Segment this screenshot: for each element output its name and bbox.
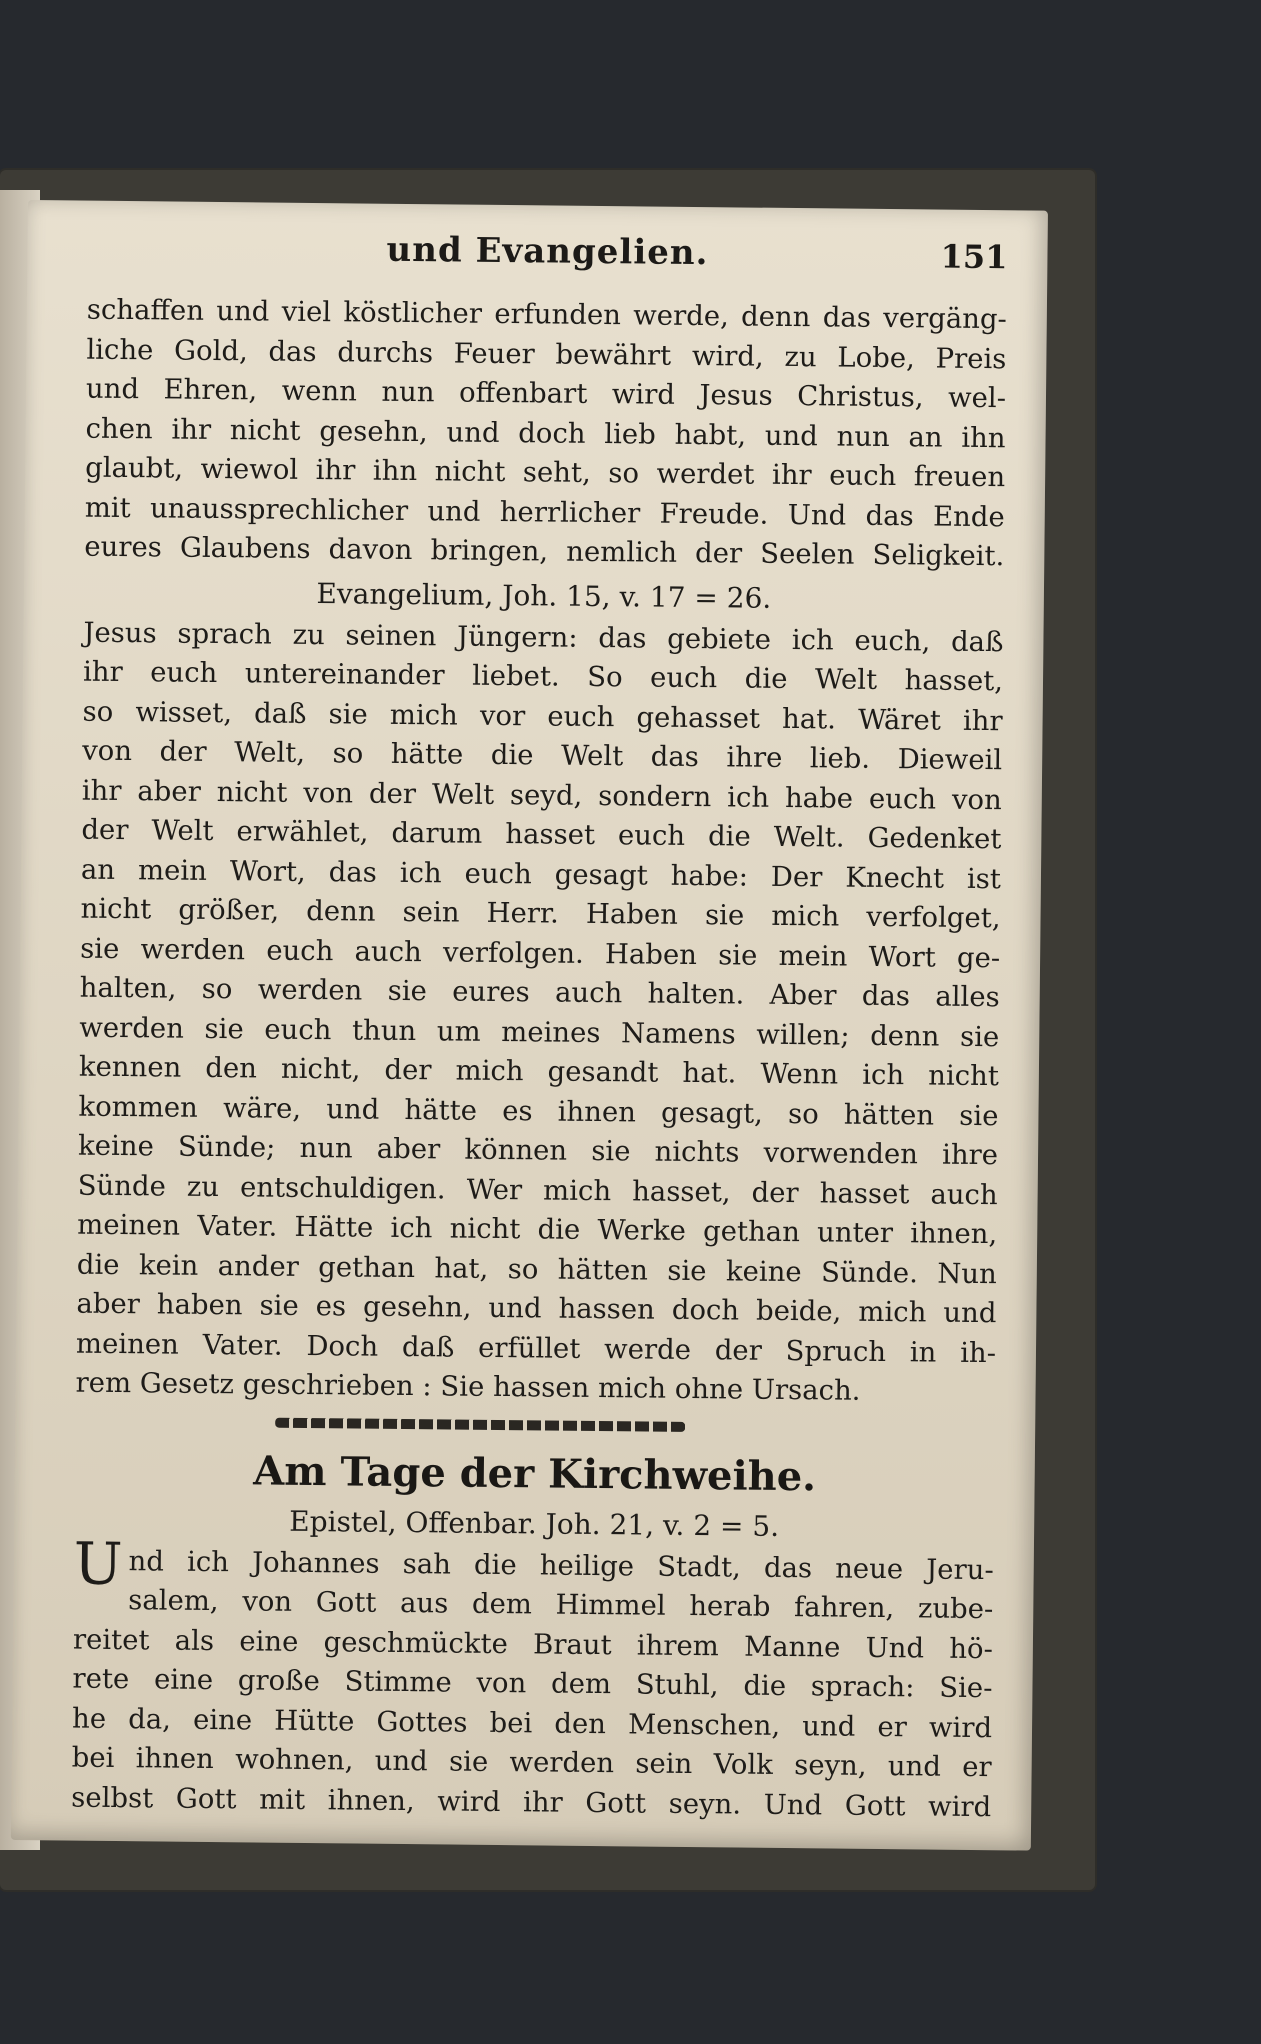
epistle-heading: Epistel, Offenbar. Joh. 21, v. 2 = 5.: [289, 1504, 780, 1543]
text-line: Sünde zu entschuldigen. Wer mich hasset, der hasset auch: [77, 1169, 998, 1211]
text-line: keine Sünde; nun aber können sie nichts vorwenden ihre: [77, 1129, 999, 1172]
text-line: reitet als eine geschmückte Braut ihrem Manne Und hö-: [72, 1623, 994, 1665]
page-number: 151: [940, 237, 1008, 277]
text-line: ihr aber nicht von der Welt seyd, sondern ich habe euch von: [81, 774, 1002, 816]
page-content: [71, 221, 1008, 1828]
text-line: von der Welt, so hätte die Welt das ihre lieb. Dieweil: [82, 734, 1003, 777]
text-line: und Ehren, wenn nun offenbart wird Jesus Christus, wel-: [85, 372, 1007, 415]
text-line: schaffen und viel köstlicher erfunden werde, denn das vergäng-: [86, 293, 1007, 336]
text-line: so wisset, daß sie mich vor euch gehasset hat. Wäret ihr: [82, 695, 1003, 737]
section-title: Am Tage der Kirchweihe.: [252, 1446, 817, 1500]
text-line: he da, eine Hütte Gottes bei den Menschen, und er wird: [71, 1702, 993, 1744]
text-line: ihr euch untereinander liebet. So euch die Welt hasset,: [82, 655, 1004, 698]
text-line: Jesus sprach zu seinen Jüngern: das gebiete ich euch, daß: [83, 616, 1004, 658]
text-line: kennen den nicht, der mich gesandt hat. Wenn ich nicht: [78, 1050, 1000, 1093]
book-page: [11, 200, 1048, 1851]
text-line: rete eine große Stimme von dem Stuhl, die sprach: Sie-: [72, 1662, 993, 1705]
text-line: chen ihr nicht gesehn, und doch lieb habt, und nun an ihn: [85, 412, 1006, 454]
text-line: kommen wäre, und hätte es ihnen gesagt, so hätten sie: [78, 1090, 999, 1132]
text-line: meinen Vater. Doch daß erfüllet werde der Spruch in ih-: [75, 1327, 997, 1369]
ornamental-divider: [275, 1417, 685, 1431]
text-line: aber haben sie es gesehn, und hassen doch beide, mich und: [76, 1287, 997, 1330]
text-line: halten, so werden sie eures auch halten. Aber das alles: [79, 971, 1000, 1014]
text-line: mit unaussprechlicher und herrlicher Freude. Und das Ende: [84, 491, 1005, 533]
text-line: nd ich Johannes sah die heilige Stadt, das neue Jeru-: [128, 1544, 994, 1586]
text-line: selbst Gott mit ihnen, wird ihr Gott seyn. Und Gott wird: [71, 1781, 992, 1823]
running-head: [87, 221, 1008, 301]
text-line: bei ihnen wohnen, und sie werden sein Volk seyn, und er: [71, 1741, 992, 1784]
text-line: liche Gold, das durchs Feuer bewährt wird, zu Lobe, Preis: [86, 333, 1007, 375]
text-line: die kein ander gethan hat, so hätten sie keine Sünde. Nun: [76, 1248, 997, 1290]
running-head-title: und Evangelien.: [386, 229, 709, 274]
text-line: an mein Wort, das ich euch gesagt habe: Der Knecht ist: [80, 853, 1002, 895]
gospel-heading: Evangelium, Joh. 15, v. 17 = 26.: [316, 576, 772, 615]
text-line: meinen Vater. Hätte ich nicht die Werke gethan unter ihnen,: [77, 1208, 998, 1251]
epistle-text: [71, 1529, 994, 1827]
text-line: salem, von Gott aus dem Himmel herab fahren, zube-: [128, 1584, 994, 1626]
text-line: eures Glaubens davon bringen, nemlich der Seelen Seligkeit.: [84, 530, 1005, 573]
text-line: rem Gesetz geschrieben : Sie hassen mich ohne Ursach.: [75, 1366, 861, 1407]
text-line: glaubt, wiewol ihr ihn nicht seht, so werdet ihr euch freuen: [85, 451, 1006, 494]
text-line: werden sie euch thun um meines Namens willen; denn sie: [79, 1011, 1000, 1053]
text-line: nicht größer, denn sein Herr. Haben sie mich verfolget,: [80, 892, 1001, 935]
text-line: sie werden euch auch verfolgen. Haben sie mein Wort ge-: [80, 932, 1001, 974]
text-line: der Welt erwählet, darum hasset euch die Welt. Gedenket: [81, 813, 1002, 856]
epistle-continuation: [84, 291, 1007, 577]
drop-cap: U: [73, 1529, 123, 1598]
gospel-text: [75, 613, 1003, 1413]
